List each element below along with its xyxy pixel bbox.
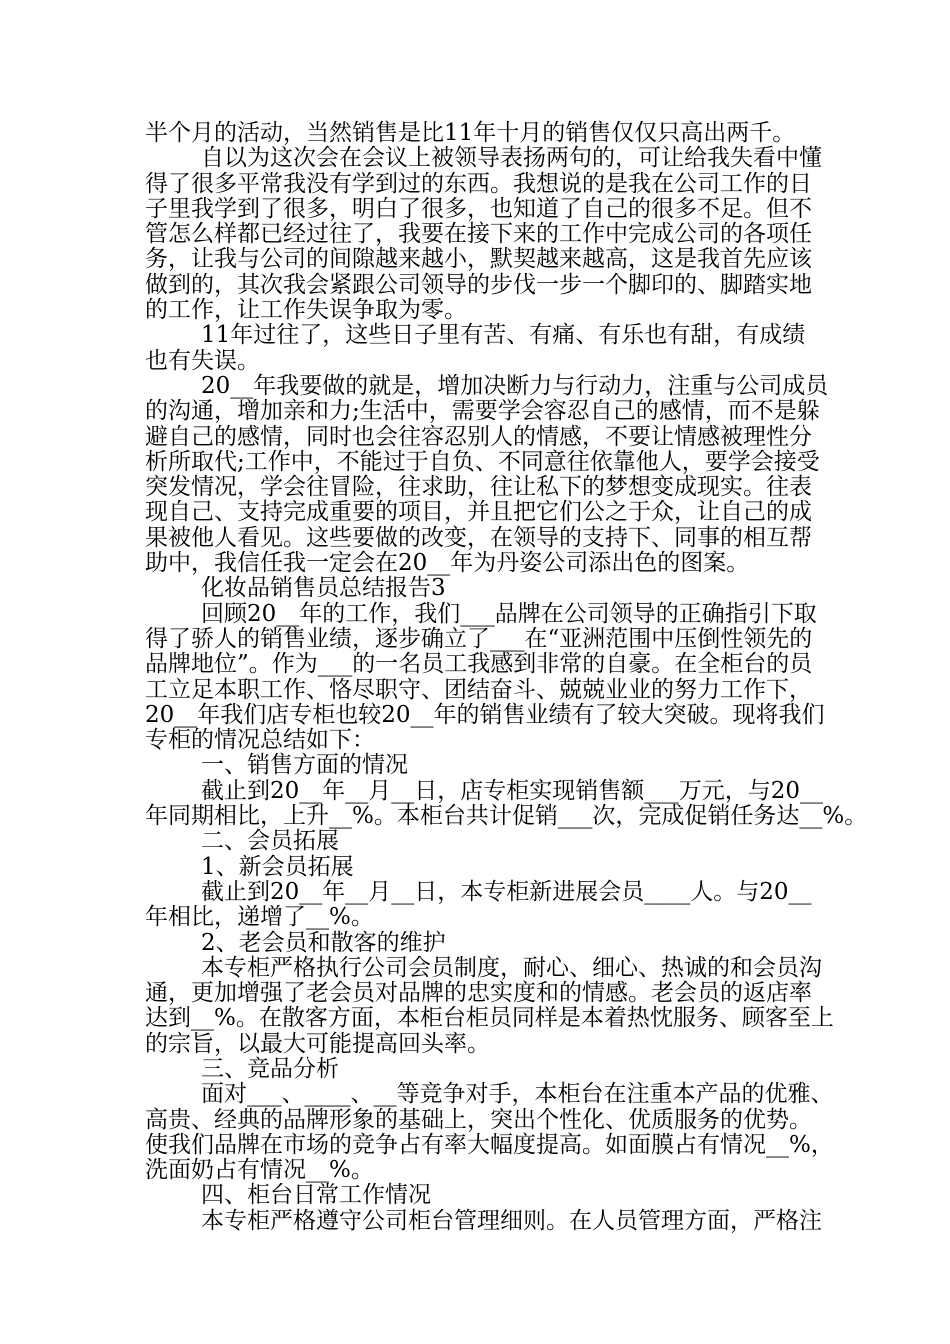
text-line: 现自己、支持完成重要的项目，并且把它们公之于众，让自己的成 xyxy=(145,499,812,526)
text-line: 洗面奶占有情况__%。 xyxy=(145,1157,374,1184)
text-line: 做到的，其次我会紧跟公司领导的步伐一步一个脚印的、脚踏实地 xyxy=(145,271,812,298)
text-line: 自以为这次会在会议上被领导表扬两句的，可让给我失看中懂 xyxy=(201,145,822,172)
document-body xyxy=(145,120,868,1234)
text-line: 年相比，递增了__%。 xyxy=(145,904,374,931)
subsection-heading: 1、新会员拓展 xyxy=(201,853,354,880)
text-line: 通，更加增强了老会员对品牌的忠实度和的情感。老会员的返店率 xyxy=(145,980,812,1007)
section-heading: 二、会员拓展 xyxy=(201,828,339,855)
text-line: 得了很多平常我没有学到过的东西。我想说的是我在公司工作的日 xyxy=(145,170,812,197)
section-title: 化妆品销售员总结报告3 xyxy=(201,575,446,602)
text-line: 工立足本职工作、恪尽职守、团结奋斗、兢兢业业的努力工作下， xyxy=(145,676,812,703)
text-line: 20__年我们店专柜也较20__年的销售业绩有了较大突破。现将我们 xyxy=(145,701,825,728)
text-line: 子里我学到了很多，明白了很多，也知道了自己的很多不足。但不 xyxy=(145,195,812,222)
text-line: 突发情况，学会往冒险，往求助，往让私下的梦想变成现实。往表 xyxy=(145,474,812,501)
text-line: 的沟通，增加亲和力;生活中，需要学会容忍自己的感情，而不是躲 xyxy=(145,398,820,425)
text-line: 避自己的感情，同时也会往容忍别人的情感，不要让情感被理性分 xyxy=(145,423,812,450)
text-line: 本专柜严格执行公司会员制度，耐心、细心、热诚的和会员沟 xyxy=(201,954,822,981)
section-heading: 一、销售方面的情况 xyxy=(201,752,408,779)
text-line: 果被他人看见。这些要做的改变，在领导的支持下、同事的相互帮 xyxy=(145,524,812,551)
section-heading: 三、竞品分析 xyxy=(201,1055,339,1082)
text-line: 回顾20__年的工作，我们___品牌在公司领导的正确指引下取 xyxy=(201,600,817,627)
text-line: 品牌地位”。作为___的一名员工我感到非常的自豪。在全柜台的员 xyxy=(145,651,813,678)
text-line: 析所取代;工作中，不能过于自负、不同意往依靠他人，要学会接受 xyxy=(145,448,820,475)
text-line: 半个月的活动，当然销售是比11年十月的销售仅仅只高出两千。 xyxy=(145,120,796,146)
text-line: 20__年我要做的就是，增加决断力与行动力，注重与公司成员 xyxy=(201,372,829,399)
text-line: 面对___、____、__等竞争对手，本柜台在注重本产品的优雅、 xyxy=(201,1081,834,1108)
text-line: 专柜的情况总结如下： xyxy=(145,727,375,754)
subsection-heading: 2、老会员和散客的维护 xyxy=(201,929,446,956)
text-line: 截止到20__年__月__日，本专柜新进展会员____人。与20__ xyxy=(201,878,812,905)
text-line: 的工作，让工作失误争取为零。 xyxy=(145,297,467,324)
text-line: 高贵、经典的品牌形象的基础上，突出个性化、优质服务的优势。 xyxy=(145,1106,812,1133)
text-line: 助中，我信任我一定会在20__年为丹姿公司添出色的图案。 xyxy=(145,550,750,577)
text-line: 务，让我与公司的间隙越来越小，默契越来越高，这是我首先应该 xyxy=(145,246,812,273)
text-line: 的宗旨，以最大可能提高回头率。 xyxy=(145,1030,490,1057)
section-heading: 四、柜台日常工作情况 xyxy=(201,1182,431,1209)
text-line: 使我们品牌在市场的竞争占有率大幅度提高。如面膜占有情况__%， xyxy=(145,1131,834,1158)
text-line: 也有失误。 xyxy=(145,347,260,374)
text-line: 本专柜严格遵守公司柜台管理细则。在人员管理方面，严格注 xyxy=(201,1207,822,1234)
text-line: 达到__%。在散客方面，本柜台柜员同样是本着热忱服务、顾客至上 xyxy=(145,1005,834,1032)
text-line: 得了骄人的销售业绩，逐步确立了___在“亚洲范围中压倒性领先的 xyxy=(145,625,813,652)
text-line: 截止到20__年__月__日，店专柜实现销售额___万元，与20__ xyxy=(201,777,824,804)
text-line: 11年过往了，这些日子里有苦、有痛、有乐也有甜，有成绩 xyxy=(201,322,806,349)
text-line: 年同期相比，上升__%。本柜台共计促销___次，完成促销任务达__%。 xyxy=(145,803,868,830)
text-line: 管怎么样都已经过往了，我要在接下来的工作中完成公司的各项任 xyxy=(145,221,812,248)
